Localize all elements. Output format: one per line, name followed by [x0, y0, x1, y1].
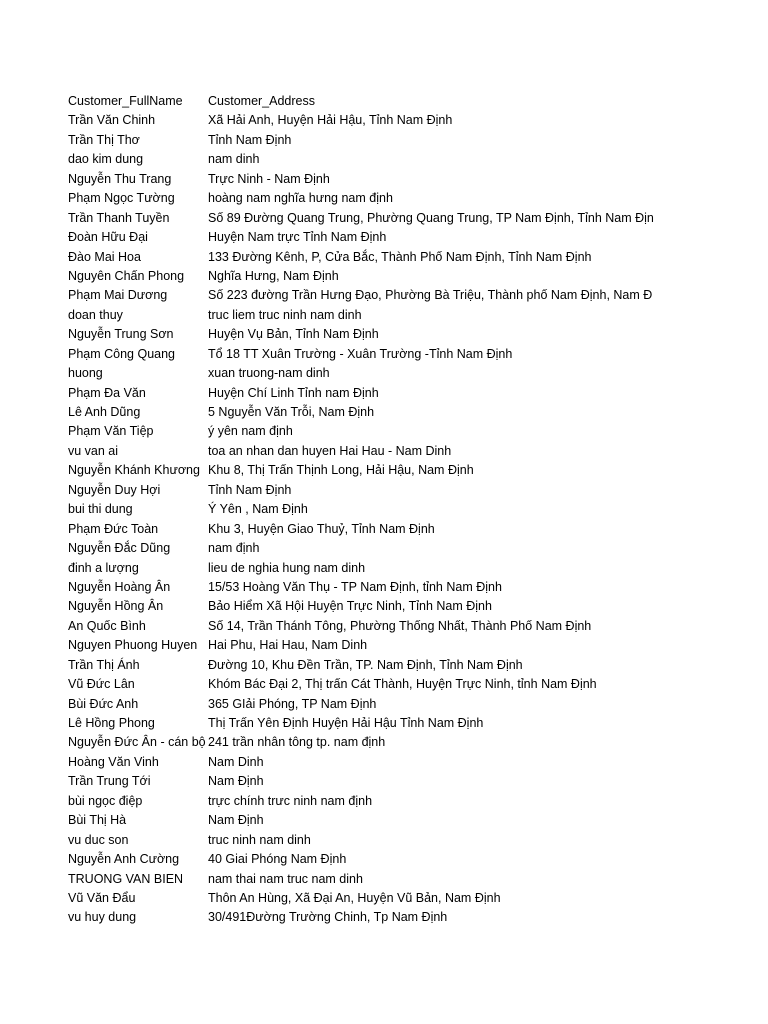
column-header-fullname: Customer_FullName — [68, 94, 183, 108]
customer-address-cell: Huyện Vụ Bản, Tỉnh Nam Định — [208, 327, 379, 342]
table-row — [68, 189, 758, 208]
column-header-address: Customer_Address — [208, 94, 315, 108]
customer-address-cell: truc ninh nam dinh — [208, 832, 311, 847]
customer-fullname-cell: Lê Hồng Phong — [68, 716, 155, 730]
table-row — [68, 636, 758, 655]
customer-fullname-cell: huong — [68, 366, 103, 381]
table-row — [68, 578, 758, 597]
table-row — [68, 597, 758, 616]
table-row — [68, 267, 758, 286]
customer-address-cell: Đường 10, Khu Đền Trần, TP. Nam Định, Tỉnh Nam Định — [208, 657, 523, 672]
spreadsheet-table — [68, 92, 758, 928]
customer-address-cell: trực chính trưc ninh nam định — [208, 793, 373, 808]
table-row — [68, 306, 758, 325]
header-row — [68, 92, 758, 111]
customer-fullname-cell: Phạm Mai Dương — [68, 288, 168, 303]
table-row — [68, 617, 758, 636]
table-row — [68, 792, 758, 811]
table-row — [68, 131, 758, 150]
customer-address-cell: Huyện Nam trực Tỉnh Nam Định — [208, 230, 387, 245]
table-row — [68, 908, 758, 927]
table-row — [68, 714, 758, 733]
customer-address-cell: hoàng nam nghĩa hưng nam định — [208, 191, 393, 206]
table-row — [68, 772, 758, 791]
customer-fullname-cell: Hoàng Văn Vinh — [68, 754, 159, 769]
customer-fullname-cell: bui thi dung — [68, 502, 133, 517]
customer-address-cell: Khóm Bác Đại 2, Thị trấn Cát Thành, Huyện Trực Ninh, tỉnh Nam Định — [208, 677, 597, 692]
customer-address-cell: truc liem truc ninh nam dinh — [208, 307, 362, 322]
table-row — [68, 656, 758, 675]
customer-fullname-cell: Bùi Đức Anh — [68, 696, 139, 711]
customer-fullname-cell: Nguyễn Hoàng Ân — [68, 579, 171, 594]
customer-fullname-cell: Nguyen Phuong Huyen — [68, 638, 198, 653]
customer-address-cell: Trực Ninh - Nam Định — [208, 171, 330, 186]
customer-address-cell: lieu de nghia hung nam dinh — [208, 560, 366, 575]
customer-address-cell: Khu 3, Huyện Giao Thuỷ, Tỉnh Nam Định — [208, 521, 435, 536]
customer-address-cell: Số 223 đường Trần Hưng Đạo, Phường Bà Triệu, Thành phố Nam Định, Nam Đ — [208, 288, 653, 303]
customer-address-cell: Số 14, Trần Thánh Tông, Phường Thống Nhất, Thành Phố Nam Định — [208, 618, 592, 633]
table-row — [68, 345, 758, 364]
customer-address-cell: toa an nhan dan huyen Hai Hau - Nam Dinh — [208, 443, 452, 458]
customer-address-cell: Hai Phu, Hai Hau, Nam Dinh — [208, 638, 368, 653]
customer-fullname-cell: vu huy dung — [68, 910, 137, 925]
customer-address-cell: Nam Dinh — [208, 754, 264, 769]
customer-address-cell: 15/53 Hoàng Văn Thụ - TP Nam Định, tỉnh Nam Định — [208, 579, 502, 594]
table-row — [68, 364, 758, 383]
customer-fullname-cell: Nguyễn Duy Hợi — [68, 482, 161, 497]
table-row — [68, 733, 758, 752]
customer-fullname-cell: Vũ Văn Đẩu — [68, 890, 136, 905]
customer-address-cell: Số 89 Đường Quang Trung, Phường Quang Trung, TP Nam Định, Tỉnh Nam Địn — [208, 210, 654, 225]
table-row — [68, 403, 758, 422]
customer-address-cell: Xã Hải Anh, Huyện Hải Hậu, Tỉnh Nam Định — [208, 113, 453, 128]
customer-fullname-cell: Trần Trung Tới — [68, 774, 151, 789]
customer-fullname-cell: Lê Anh Dũng — [68, 405, 141, 419]
customer-address-cell: 133 Đường Kênh, P, Cửa Bắc, Thành Phố Nam Định, Tỉnh Nam Định — [208, 249, 592, 264]
customer-fullname-cell: TRUONG VAN BIEN — [68, 871, 184, 886]
customer-fullname-cell: doan thuy — [68, 307, 123, 322]
customer-fullname-cell: Trần Thị Ánh — [68, 657, 140, 672]
customer-address-cell: 5 Nguyễn Văn Trỗi, Nam Định — [208, 405, 375, 419]
customer-address-cell: nam thai nam truc nam dinh — [208, 871, 363, 886]
customer-address-cell: 365 GIải Phóng, TP Nam Định — [208, 696, 377, 711]
table-row — [68, 520, 758, 539]
customer-fullname-cell: Nguyên Chấn Phong — [68, 268, 185, 283]
customer-address-cell: nam định — [208, 541, 260, 556]
table-row — [68, 811, 758, 830]
customer-fullname-cell: vu van ai — [68, 443, 119, 458]
customer-fullname-cell: An Quốc Bình — [68, 618, 146, 633]
customer-fullname-cell: Trần Thanh Tuyền — [68, 210, 170, 225]
customer-fullname-cell: Nguyễn Trung Sơn — [68, 327, 174, 342]
table-row — [68, 889, 758, 908]
table-row — [68, 111, 758, 130]
table-row — [68, 870, 758, 889]
table-row — [68, 170, 758, 189]
customer-fullname-cell: Phạm Đức Toàn — [68, 521, 159, 536]
table-row — [68, 831, 758, 850]
table-row — [68, 442, 758, 461]
customer-fullname-cell: dao kim dung — [68, 152, 144, 167]
customer-fullname-cell: Phạm Văn Tiệp — [68, 424, 154, 439]
customer-address-cell: Khu 8, Thị Trấn Thịnh Long, Hải Hậu, Nam Định — [208, 463, 474, 478]
customer-fullname-cell: Nguyễn Anh Cường — [68, 852, 180, 867]
table-row — [68, 286, 758, 305]
customer-address-cell: Bảo Hiểm Xã Hội Huyện Trực Ninh, Tỉnh Nam Định — [208, 599, 492, 614]
table-row — [68, 228, 758, 247]
customer-address-cell: 40 Giai Phóng Nam Định — [208, 852, 347, 867]
customer-address-cell: Tổ 18 TT Xuân Trường - Xuân Trường -Tỉnh Nam Định — [208, 346, 513, 361]
customer-address-cell: Nam Định — [208, 813, 264, 828]
customer-fullname-cell: Đào Mai Hoa — [68, 249, 141, 264]
table-row — [68, 422, 758, 441]
customer-fullname-cell: đinh a lượng — [68, 560, 139, 575]
customer-address-cell: Ý Yên , Nam Định — [208, 502, 308, 517]
customer-fullname-cell: Nguyễn Hồng Ân — [68, 599, 164, 614]
table-row — [68, 539, 758, 558]
customer-address-cell: nam dinh — [208, 152, 260, 167]
customer-address-cell: ý yên nam định — [208, 424, 293, 439]
table-row — [68, 248, 758, 267]
table-row — [68, 500, 758, 519]
table-row — [68, 559, 758, 578]
table-row — [68, 753, 758, 772]
customer-fullname-cell: Đoàn Hữu Đại — [68, 230, 148, 245]
table-row — [68, 150, 758, 169]
table-row — [68, 695, 758, 714]
table-row — [68, 209, 758, 228]
customer-fullname-cell: Nguyễn Thu Trang — [68, 171, 172, 186]
customer-fullname-cell: Nguyễn Khánh Khương — [68, 463, 200, 478]
customer-fullname-cell: bùi ngọc điệp — [68, 793, 143, 808]
customer-fullname-cell: Phạm Ngọc Tường — [68, 191, 175, 206]
customer-fullname-cell: Nguyễn Đức Ân - cán bộ — [68, 735, 206, 750]
customer-address-cell: Tỉnh Nam Định — [208, 482, 292, 497]
customer-address-cell: Huyện Chí Linh Tỉnh nam Định — [208, 385, 379, 400]
table-row — [68, 384, 758, 403]
customer-fullname-cell: vu duc son — [68, 832, 129, 847]
customer-address-cell: Thị Trấn Yên Định Huyện Hải Hậu Tỉnh Nam Định — [208, 716, 484, 730]
customer-fullname-cell: Trần Thị Thơ — [68, 132, 140, 147]
table-body — [68, 111, 758, 927]
customer-address-cell: 30/491Đường Trường Chinh, Tp Nam Định — [208, 910, 448, 925]
customer-fullname-cell: Nguyễn Đắc Dũng — [68, 541, 171, 556]
customer-address-cell: Thôn An Hùng, Xã Đại An, Huyện Vũ Bản, Nam Định — [208, 890, 501, 905]
customer-address-cell: Nam Định — [208, 774, 264, 789]
customer-fullname-cell: Bùi Thị Hà — [68, 813, 127, 828]
table-row — [68, 675, 758, 694]
customer-fullname-cell: Trần Văn Chinh — [68, 113, 156, 128]
table-row — [68, 850, 758, 869]
table-row — [68, 481, 758, 500]
customer-fullname-cell: Phạm Đa Văn — [68, 385, 146, 400]
customer-fullname-cell: Vũ Đức Lân — [68, 677, 135, 692]
customer-address-cell: xuan truong-nam dinh — [208, 366, 330, 381]
customer-fullname-cell: Phạm Công Quang — [68, 346, 176, 361]
table-row — [68, 461, 758, 480]
customer-address-cell: Nghĩa Hưng, Nam Định — [208, 268, 339, 283]
table-row — [68, 325, 758, 344]
customer-address-cell: 241 trần nhân tông tp. nam định — [208, 735, 386, 750]
customer-address-cell: Tỉnh Nam Định — [208, 132, 292, 147]
